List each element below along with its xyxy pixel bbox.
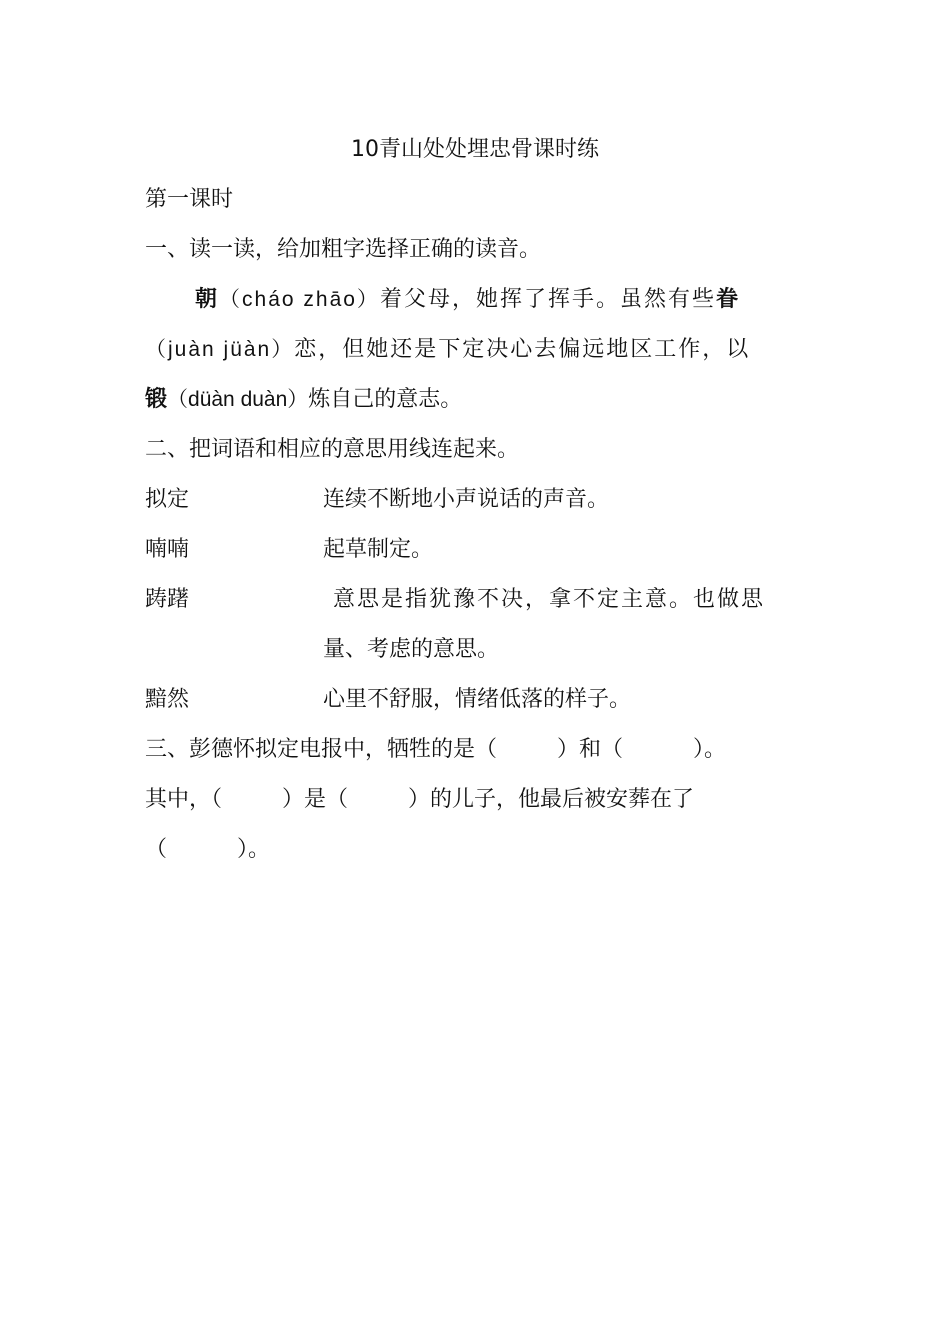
pinyin-options-1: （cháo zhāo） (219, 288, 380, 311)
pinyin-options-2: （juàn jüàn） (145, 338, 295, 361)
sentence-text-3: 炼自己的意志。 (308, 387, 463, 412)
section3-text: ）。 (693, 737, 727, 762)
section3-text: ）和（ (557, 737, 624, 762)
section3-text: ）。 (237, 837, 271, 862)
sentence-text-2: 恋，但她还是下定决心去偏远地区工作，以 (294, 337, 751, 362)
bold-char-duan: 锻 (145, 387, 168, 412)
meaning-item-continued: 量、考虑的意思。 (323, 637, 500, 662)
meaning-item: 心里不舒服，情绪低落的样子。 (323, 687, 632, 712)
word-item: 踌躇 (145, 587, 190, 612)
section3-line2 (145, 785, 694, 815)
page-title: 10青山处处埋忠骨课时练 (351, 137, 599, 162)
section3-text: ）的儿子，他最后被安葬在了 (408, 787, 695, 812)
word-item: 喃喃 (145, 537, 190, 562)
section1-line2 (145, 335, 750, 365)
sentence-text-1: 着父母，她挥了挥手。虽然有些 (379, 287, 716, 312)
meaning-item: 连续不断地小声说话的声音。 (323, 487, 610, 512)
section1-heading: 一、读一读，给加粗字选择正确的读音。 (145, 237, 542, 262)
word-item: 黯然 (145, 687, 190, 712)
section1-line3 (145, 385, 462, 415)
word-item: 拟定 (145, 487, 190, 512)
pinyin-options-3: （düàn duàn） (167, 388, 309, 411)
section3-text: 其中，（ (145, 787, 223, 812)
meaning-item: 起草制定。 (323, 537, 434, 562)
section1-line1 (195, 285, 740, 315)
meaning-item: 意思是指犹豫不决，拿不定主意。也做思 (333, 587, 766, 612)
section3-line3 (145, 835, 270, 865)
section3-text: ）是（ (282, 787, 349, 812)
lesson-label: 第一课时 (145, 187, 234, 212)
section3-text: 三、彭德怀拟定电报中，牺牲的是（ (145, 737, 498, 762)
section3-text: （ (145, 837, 168, 862)
bold-char-chao: 朝 (195, 287, 220, 312)
bold-char-juan: 眷 (715, 287, 740, 312)
section2-heading: 二、把词语和相应的意思用线连起来。 (145, 437, 520, 462)
section3-line1 (145, 735, 726, 765)
